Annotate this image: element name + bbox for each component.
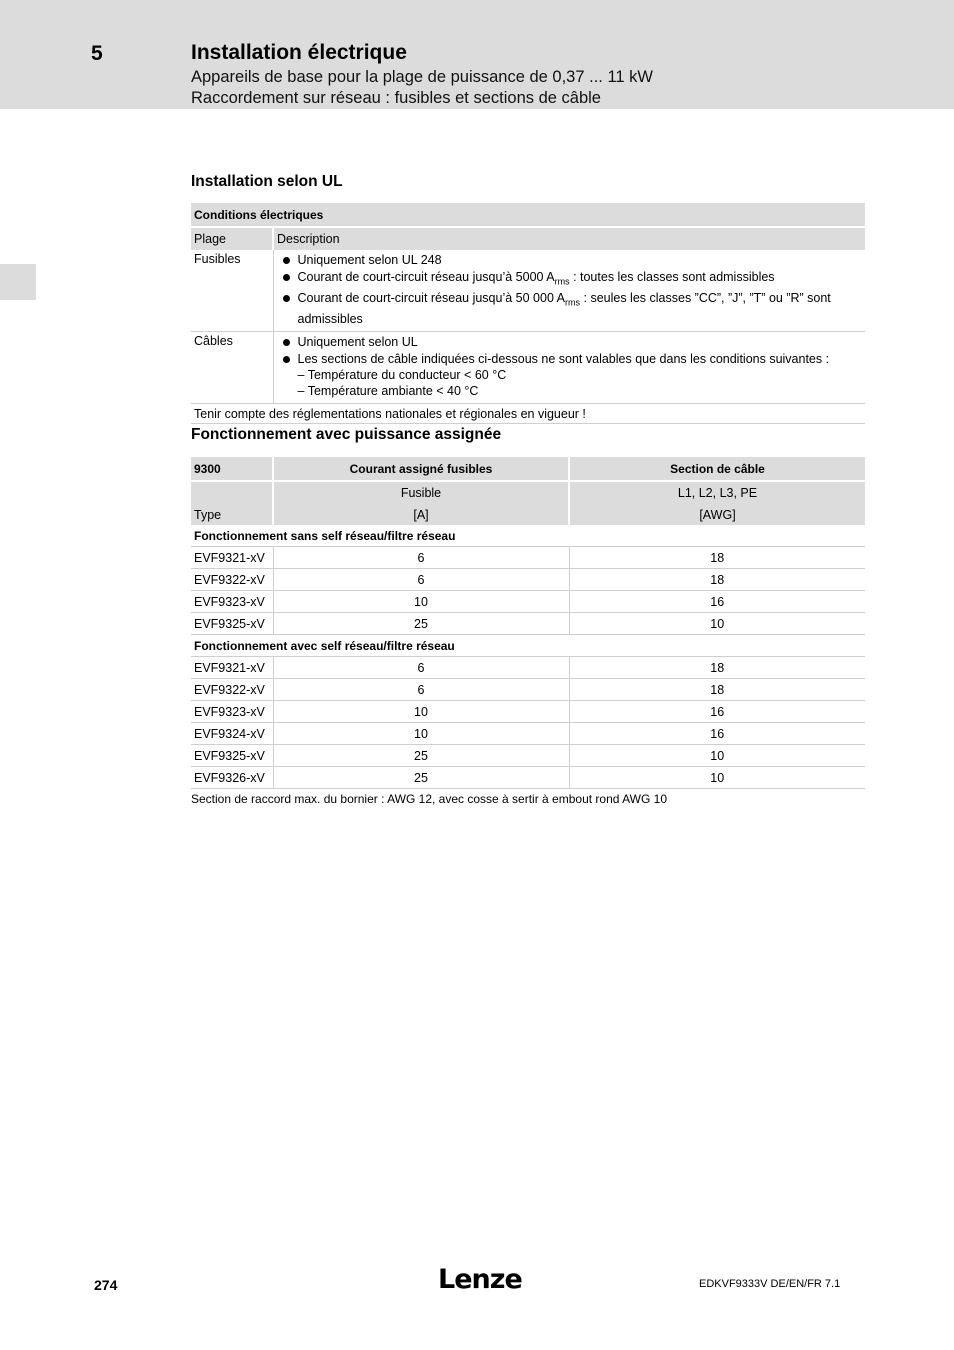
terminal-note: Section de raccord max. du bornier : AWG 12, avec cosse à sertir à embout rond AWG 10 [191,792,667,806]
device-type-cell: EVF9323-xV [191,591,273,613]
bullet-item: Les sections de câble indiquées ci-dessous ne sont valables que dans les conditions suivantes : [277,351,863,368]
chapter-number: 5 [91,42,103,65]
col-header-cable: Section de câble [569,457,865,481]
bullet-text: Courant de court-circuit réseau jusqu’à 50 000 A [297,290,566,305]
device-type-cell: EVF9322-xV [191,569,273,591]
rated-power-table [191,457,865,789]
group-title: Fonctionnement avec self réseau/filtre réseau [191,635,865,657]
bullet-list [277,252,863,327]
device-type-cell: EVF9325-xV [191,613,273,635]
ul-conditions-table [191,203,865,424]
document-reference: EDKVF9333V DE/EN/FR 7.1 [699,1278,841,1290]
group-row [191,635,865,657]
fuse-rating-cell: 25 [273,767,569,789]
bullet-item: Uniquement selon UL 248 [277,252,863,269]
group-row [191,525,865,547]
chapter-title: Installation électrique [191,41,407,64]
device-type-cell: EVF9326-xV [191,767,273,789]
fuse-rating-cell: 25 [273,745,569,767]
table-header-row [191,457,865,481]
col-header-description: Description [273,227,865,250]
subscript: rms [565,297,581,307]
bullet-text: Courant de court-circuit réseau jusqu’à 5000 A [297,269,555,284]
page-number: 274 [94,1277,118,1293]
table-subheader-row [191,481,865,504]
subtitle-device-range: Appareils de base pour la plage de puissance de 0,37 ... 11 kW [191,68,653,86]
device-type-cell: EVF9321-xV [191,547,273,569]
cable-awg-cell: 16 [569,701,865,723]
fuse-rating-cell: 6 [273,679,569,701]
table-title: Conditions électriques [191,203,865,227]
dash-item: – Température ambiante < 40 °C [297,384,479,398]
cable-awg-cell: 16 [569,723,865,745]
side-tab-marker [0,264,36,300]
table-row [191,745,865,767]
table-header-row [191,227,865,250]
cable-awg-cell: 18 [569,547,865,569]
cable-awg-cell: 16 [569,591,865,613]
col-header-range: Plage [191,227,273,250]
device-type-cell: EVF9322-xV [191,679,273,701]
table-units-row [191,504,865,525]
col-header-fuse: Courant assigné fusibles [273,457,569,481]
ul-section-heading: Installation selon UL [191,173,343,190]
device-type-cell: EVF9324-xV [191,723,273,745]
table-row [191,547,865,569]
table-row [191,679,865,701]
bullet-text: : seules les classes ”CC”, ”J”, ”T” ou ”R” sont admissibles [297,290,831,326]
device-type-cell: EVF9321-xV [191,657,273,679]
cable-awg-cell: 18 [569,657,865,679]
device-type-cell: EVF9325-xV [191,745,273,767]
device-type-cell: EVF9323-xV [191,701,273,723]
bullet-text: : toutes les classes sont admissibles [569,269,775,284]
range-cell: Fusibles [191,250,273,332]
fuse-rating-cell: 6 [273,657,569,679]
rated-table-body [191,525,865,789]
table-row [191,723,865,745]
table-row [191,767,865,789]
regulations-note: Tenir compte des réglementations nationales et régionales en vigueur ! [191,404,865,424]
bullet-item: Uniquement selon UL [277,334,863,351]
table-row [191,569,865,591]
rated-section-heading: Fonctionnement avec puissance assignée [191,426,502,443]
empty-header-cell [191,481,273,504]
table-row-fuses [191,250,865,332]
cable-awg-cell: 10 [569,613,865,635]
range-cell: Câbles [191,332,273,404]
bullet-item [277,269,863,290]
fuse-rating-cell: 10 [273,723,569,745]
unit-cable: [AWG] [569,504,865,525]
table-row [191,613,865,635]
fuse-rating-cell: 10 [273,591,569,613]
table-row [191,591,865,613]
bullet-item [277,290,863,328]
fuse-rating-cell: 6 [273,569,569,591]
cable-awg-cell: 10 [569,745,865,767]
table-row [191,701,865,723]
table-footer-row [191,404,865,424]
dash-item: – Température du conducteur < 60 °C [297,368,507,382]
lenze-logo: Lenze [438,1264,522,1295]
unit-fuse: [A] [273,504,569,525]
group-title: Fonctionnement sans self réseau/filtre réseau [191,525,865,547]
fuse-rating-cell: 10 [273,701,569,723]
subheader-fuse: Fusible [273,481,569,504]
type-label: Type [191,504,273,525]
description-cell [273,250,865,332]
fuse-rating-cell: 6 [273,547,569,569]
cable-awg-cell: 18 [569,679,865,701]
subscript: rms [554,276,570,286]
subheader-cable: L1, L2, L3, PE [569,481,865,504]
subtitle-mains-connection: Raccordement sur réseau : fusibles et sections de câble [191,89,601,107]
table-row [191,657,865,679]
cable-awg-cell: 10 [569,767,865,789]
bullet-list [277,334,863,367]
description-cell [273,332,865,404]
fuse-rating-cell: 25 [273,613,569,635]
table-title-row [191,203,865,227]
table-row-cables [191,332,865,404]
col-header-device: 9300 [191,457,273,481]
cable-awg-cell: 18 [569,569,865,591]
